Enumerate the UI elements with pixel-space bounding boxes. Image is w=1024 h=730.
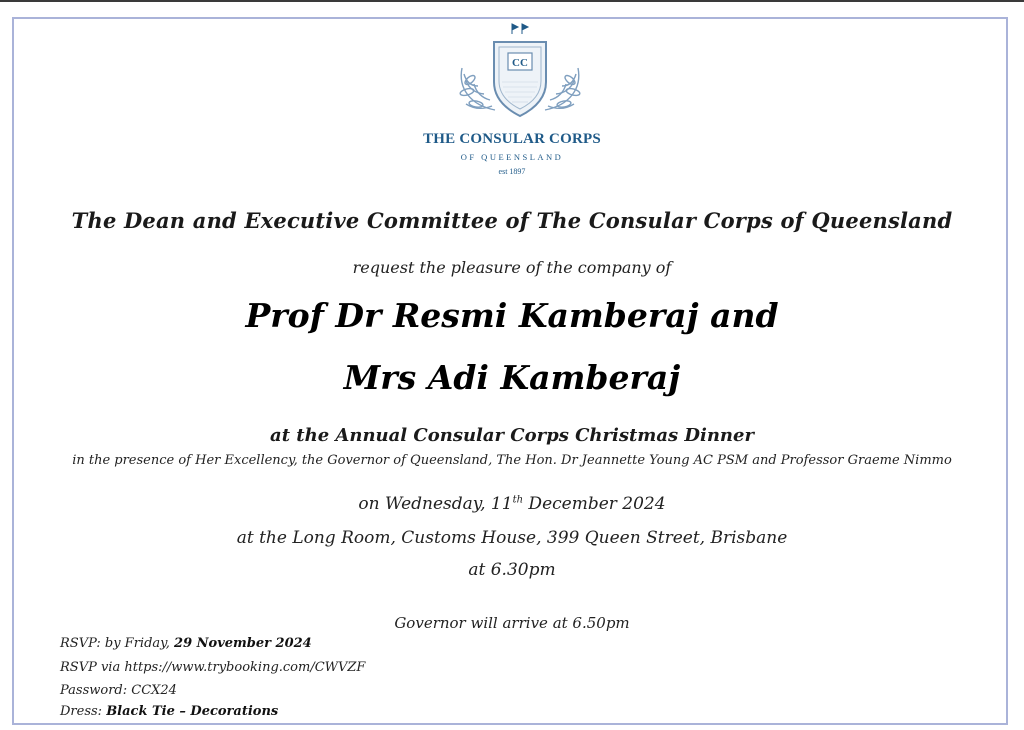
dress-code-line — [60, 704, 278, 719]
guest-name-line-2: Mrs Adi Kamberaj — [343, 358, 681, 397]
governor-arrival-line: Governor will arrive at 6.50pm — [394, 614, 630, 632]
top-border-line — [0, 0, 1024, 2]
rsvp-deadline-date: 29 November 2024 — [174, 636, 312, 651]
organization-name: THE CONSULAR CORPS — [423, 131, 601, 147]
dress-code-label: Dress: — [60, 704, 107, 719]
crest-monogram: CC — [512, 57, 528, 69]
right-laurel-icon — [545, 68, 581, 110]
flag-icon — [512, 24, 528, 34]
shield-icon — [494, 42, 546, 116]
rsvp-deadline-label: RSVP: by Friday, — [60, 636, 175, 651]
date-prefix: on Wednesday, 11 — [358, 494, 513, 514]
rsvp-deadline — [60, 636, 312, 651]
request-line: request the pleasure of the company of — [352, 258, 672, 277]
guest-name-line-1: Prof Dr Resmi Kamberaj and — [245, 296, 779, 335]
consular-corps-crest-icon — [440, 20, 600, 135]
presence-line: in the presence of Her Excellency, the Governor of Queensland, The Hon. Dr Jeannette Young AC PSM and Professor Graeme Nimmo — [72, 453, 952, 468]
dress-code-value: Black Tie – Decorations — [106, 704, 279, 719]
venue-line: at the Long Room, Customs House, 399 Queen Street, Brisbane — [236, 528, 788, 548]
left-laurel-icon — [459, 68, 495, 110]
date-line — [0, 494, 1024, 514]
date-ordinal: th — [512, 494, 524, 506]
event-line: at the Annual Consular Corps Christmas Dinner — [270, 425, 754, 446]
host-line: The Dean and Executive Committee of The Consular Corps of Queensland — [71, 208, 953, 233]
date-suffix: December 2024 — [523, 494, 666, 514]
rsvp-link-line[interactable]: RSVP via https://www.trybooking.com/CWVZF — [60, 660, 366, 675]
organization-established: est 1897 — [498, 167, 526, 176]
organization-subtitle: OF QUEENSLAND — [460, 152, 564, 162]
time-line: at 6.30pm — [468, 560, 556, 580]
rsvp-password-line: Password: CCX24 — [60, 683, 177, 698]
